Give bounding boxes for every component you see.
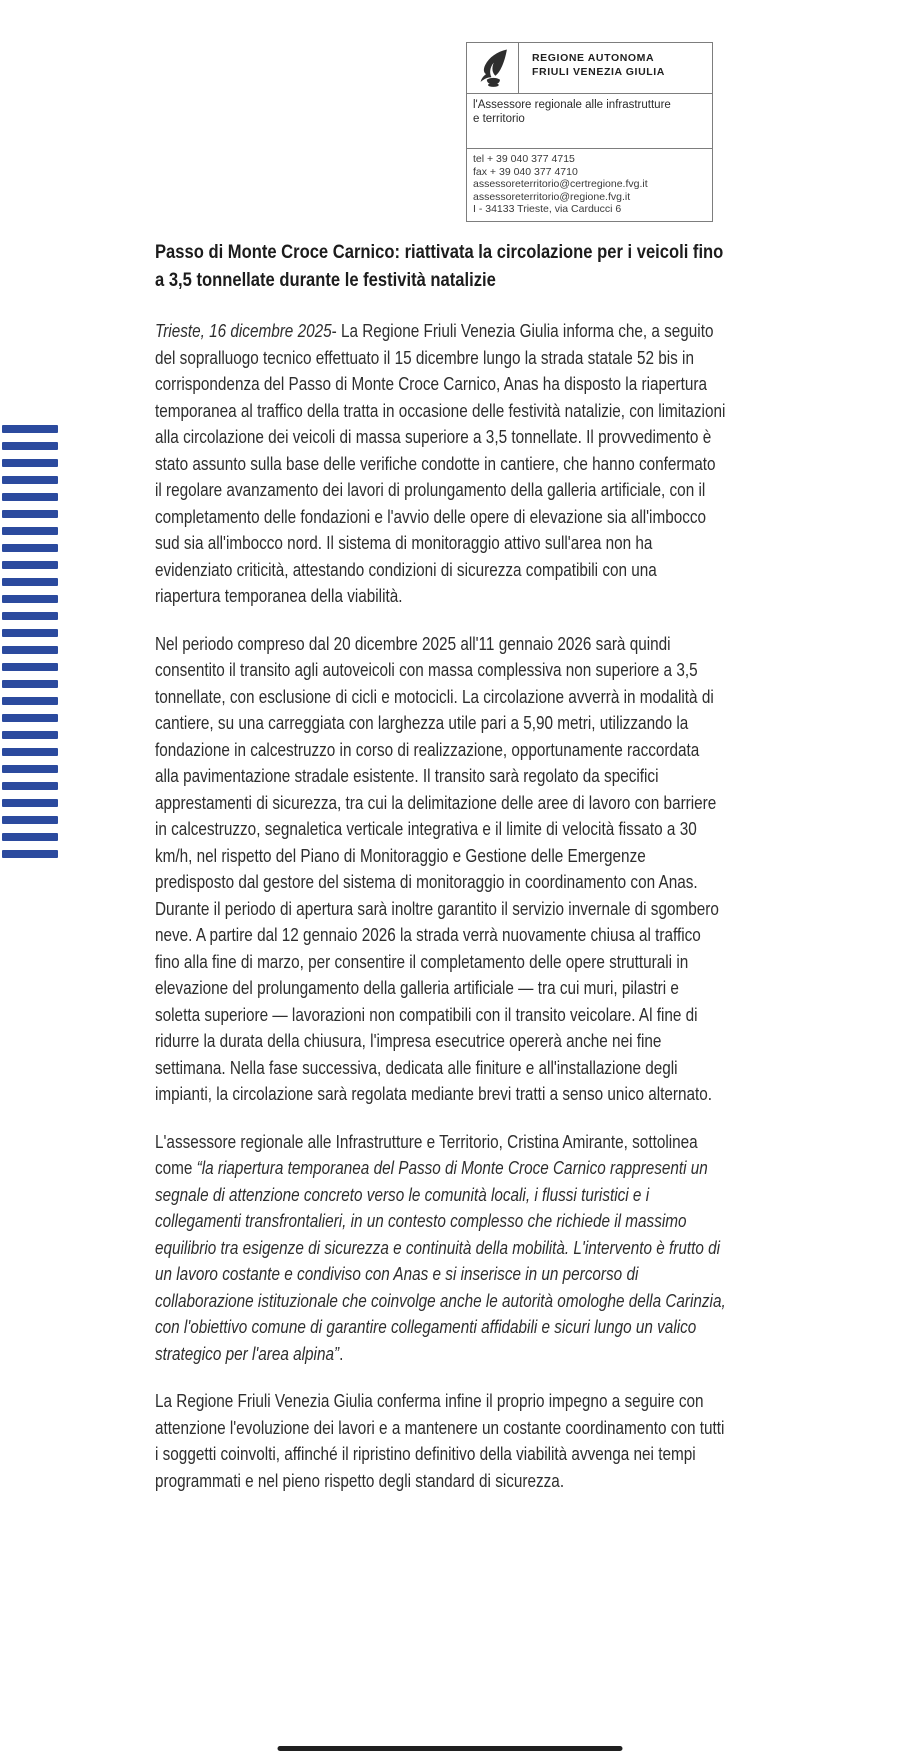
stripe-bar: [2, 748, 58, 756]
letterhead-header: [467, 43, 712, 94]
stripe-bar: [2, 697, 58, 705]
stripe-bar: [2, 765, 58, 773]
stripe-bar: [2, 510, 58, 518]
stripe-bar: [2, 714, 58, 722]
document-body: [155, 238, 726, 1515]
stripe-bar: [2, 663, 58, 671]
stripe-bar: [2, 595, 58, 603]
intro-paragraph: Trieste, 16 dicembre 2025- La Regione Friuli Venezia Giulia informa che, a seguito del sopralluogo tecnico effettuato il 15 dicembre lungo la strada statale 52 bis in corrispondenza del Passo di Monte Croce Carnico, Anas ha disposto la riapertura temporanea al traffico della tratta in occasione delle festività natalizie, con limitazioni alla circolazione dei veicoli di massa superiore a 3,5 tonnellate. Il provvedimento è stato assunto sulla base delle verifiche condotte in cantiere, che hanno confermato il regolare avanzamento dei lavori di prolungamento della galleria artificiale, con il completamento delle fondazioni e l'avvio delle opere di elevazione sia all'imbocco sud sia all'imbocco nord. Il sistema di monitoraggio attivo sull'area non ha evidenziato criticità, attestando condizioni di sicurezza compatibili con una riapertura temporanea della viabilità.: [155, 321, 726, 606]
letterhead: [466, 42, 713, 222]
assessor-quote-paragraph: L'assessore regionale alle Infrastrutture e Territorio, Cristina Amirante, sottolinea come “la riapertura temporanea del Passo di Monte Croce Carnico rappresenti un segnale di attenzione concreto verso le comunità locali, i flussi turistici e i collegamenti transfrontalieri, in un contesto complesso che richiede il massimo equilibrio tra esigenze di sicurezza e continuità della mobilità. L'intervento è frutto di un lavoro costante e condiviso con Anas e si inserisce in un percorso di collaborazione istituzionale che coinvolge anche le autorità omologhe della Carinzia, con l'obiettivo comune di garantire collegamenti affidabili e sicuri lungo un valico strategico per l'area alpina”.: [155, 1131, 726, 1364]
office-line2: e territorio: [473, 112, 525, 125]
stripe-bar: [2, 680, 58, 688]
stripe-bar: [2, 476, 58, 484]
office-line1: l'Assessore regionale alle infrastrutture: [473, 99, 671, 111]
letterhead-contact-line: fax + 39 040 377 4710: [473, 165, 578, 178]
traffic-details-paragraph: Nel periodo compreso dal 20 dicembre 2025 all'11 gennaio 2026 sarà quindi consentito il transito agli autoveicoli con massa complessiva non superiore a 3,5 tonnellate, con esclusione di cicli e motocicli. La circolazione avverrà in modalità di cantiere, su una carreggiata con larghezza utile pari a 5,90 metri, utilizzando la fondazione in calcestruzzo in corso di realizzazione, opportunamente raccordata alla pavimentazione stradale esistente. Il transito sarà regolato da specifici apprestamenti di sicurezza, tra cui la delimitazione delle aree di lavoro con barriere in calcestruzzo, segnaletica verticale integrativa e il limite di velocità fissato a 30 km/h, nel rispetto del Piano di Monitoraggio e Gestione delle Emergenze predisposto dal gestore del sistema di monitoraggio in coordinamento con Anas. Durante il periodo di apertura sarà inoltre garantito il servizio invernale di sgombero neve. A partire dal 12 gennaio 2026 la strada verrà nuovamente chiusa al traffico fino alla fine di marzo, per consentire il completamento delle opere strutturali in elevazione del prolungamento della galleria artificiale — tra cui muri, pilastri e soletta superiore — lavorazioni non compatibili con il transito veicolare. Al fine di ridurre la durata della chiusura, l'impresa esecutrice opererà anche nei fine settimana. Nella fase successiva, dedicata alle finiture e all'installazione degli impianti, la circolazione sarà regolata mediante brevi tratti a senso unico alternato.: [155, 633, 719, 1104]
stripe-bar: [2, 833, 58, 841]
region-brand-name: [519, 43, 712, 93]
letterhead-contact-line: assessoreterritorio@regione.fvg.it: [473, 190, 631, 203]
home-indicator[interactable]: [278, 1746, 623, 1751]
stripe-bar: [2, 731, 58, 739]
stripe-bar: [2, 425, 58, 433]
region-brand-line2: FRIULI VENEZIA GIULIA: [532, 65, 665, 78]
letterhead-office: [467, 94, 712, 149]
page-title: Passo di Monte Croce Carnico: riattivata la circolazione per i veicoli fino a 3,5 tonnellate durante le festività natalizie: [155, 241, 724, 291]
paragraphs-container: [155, 318, 726, 1494]
closing-paragraph: La Regione Friuli Venezia Giulia conferma infine il proprio impegno a seguire con attenzione l'evoluzione dei lavori e a mantenere un costante coordinamento con tutti i soggetti coinvolti, affinché il ripristino definitivo della viabilità avvenga nei tempi programmati e nel pieno rispetto degli standard di sicurezza.: [155, 1391, 725, 1491]
stripe-bar: [2, 646, 58, 654]
stripe-bar: [2, 527, 58, 535]
stripe-bar: [2, 459, 58, 467]
stripe-bar: [2, 544, 58, 552]
stripe-bar: [2, 561, 58, 569]
regione-fvg-eagle-logo-icon: [467, 43, 519, 93]
stripe-bar: [2, 442, 58, 450]
letterhead-contact-line: tel + 39 040 377 4715: [473, 153, 575, 165]
letterhead-contact-line: I - 34133 Trieste, via Carducci 6: [473, 203, 622, 216]
stripe-bar: [2, 493, 58, 501]
stripe-bar: [2, 816, 58, 824]
stripe-bar: [2, 782, 58, 790]
stripe-bar: [2, 799, 58, 807]
stripe-bar: [2, 850, 58, 858]
stripe-bar: [2, 578, 58, 586]
letterhead-contacts: [467, 149, 712, 221]
left-stripe-decoration: [2, 425, 58, 867]
stripe-bar: [2, 612, 58, 620]
region-brand-line1: REGIONE AUTONOMA: [532, 52, 655, 64]
stripe-bar: [2, 629, 58, 637]
letterhead-contact-line: assessoreterritorio@certregione.fvg.it: [473, 178, 648, 191]
